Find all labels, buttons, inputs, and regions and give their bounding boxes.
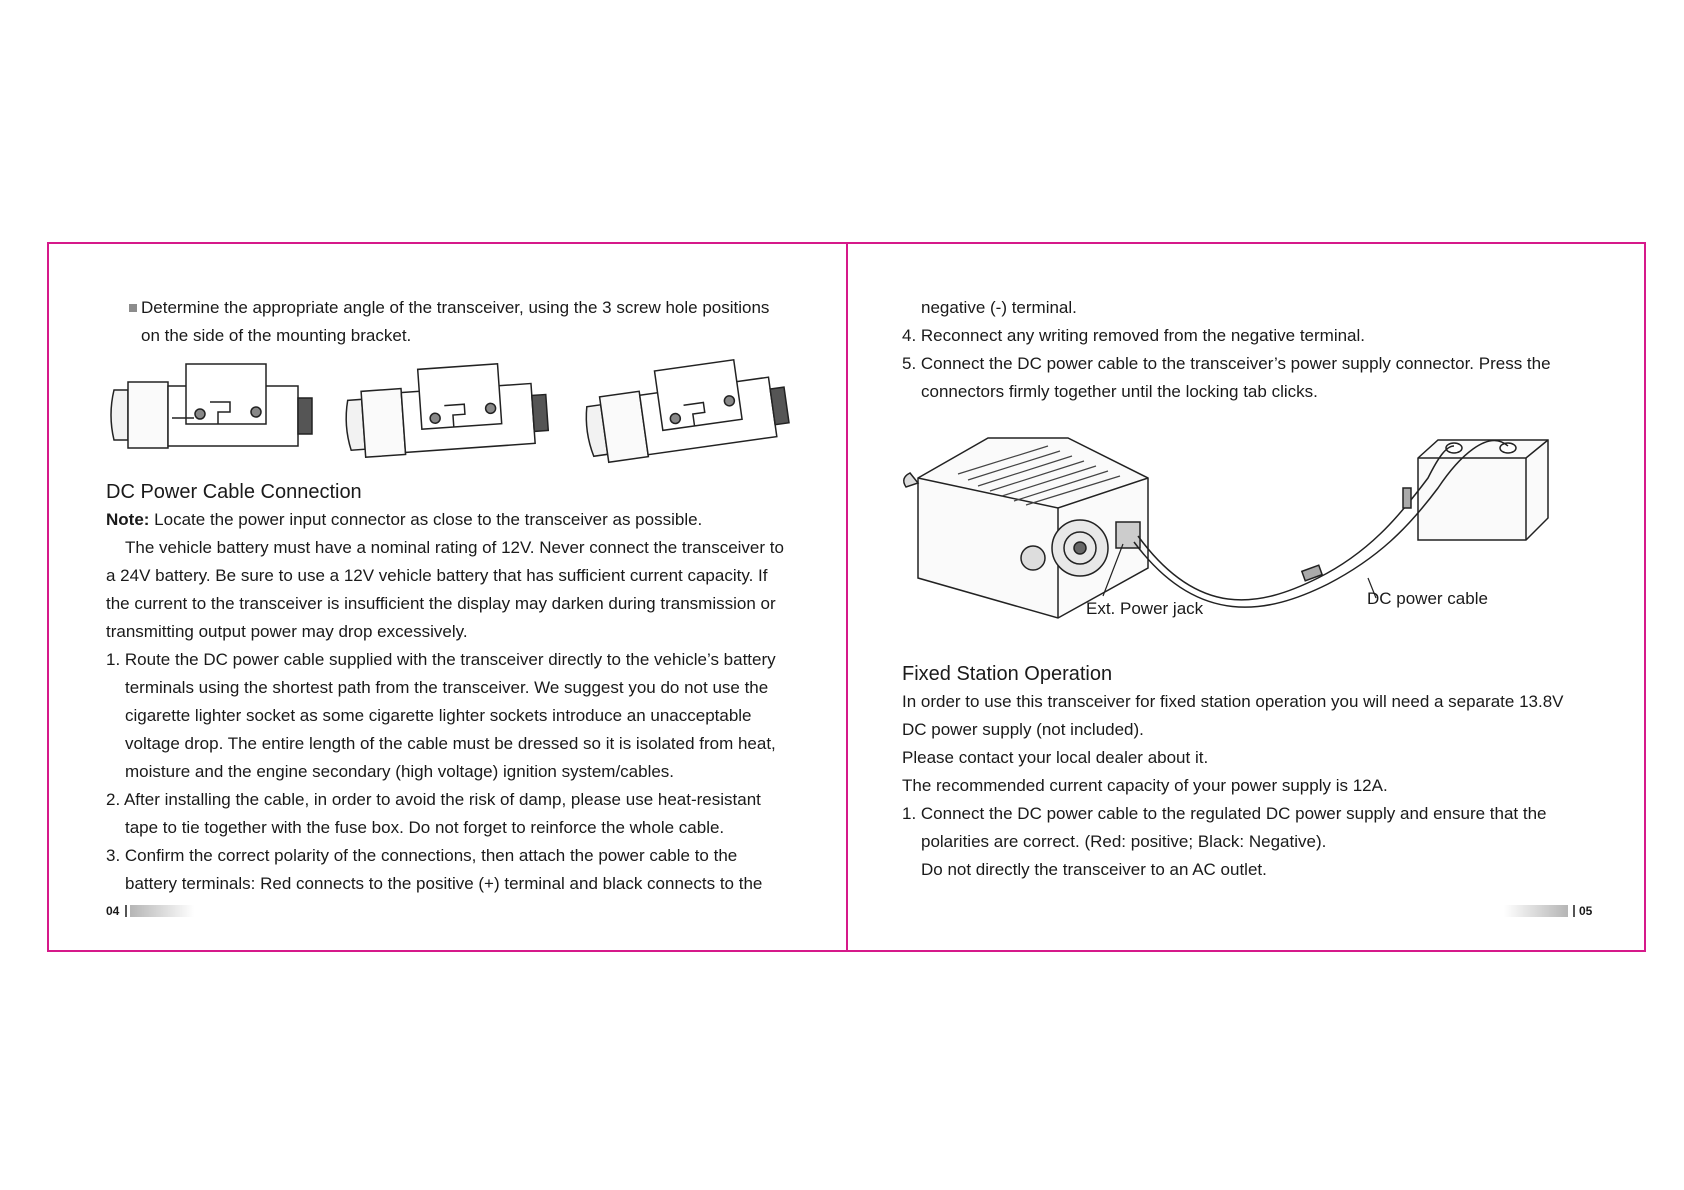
body-line: Do not directly the transceiver to an AC outlet. <box>921 860 1267 879</box>
dc-power-cable-label: DC power cable <box>1367 589 1488 608</box>
list-line: voltage drop. The entire length of the cable must be dressed so it is isolated from heat, <box>125 734 776 753</box>
body-line: Please contact your local dealer about it. <box>902 748 1209 767</box>
bracket-position-2-illustration <box>343 361 549 459</box>
paragraph-line: the current to the transceiver is insufficient the display may darken during transmission or <box>106 594 776 613</box>
note-label: Note: <box>106 510 150 529</box>
list-line: 5. Connect the DC power cable to the transceiver’s power supply connector. Press the <box>902 354 1551 373</box>
note-line <box>106 506 702 534</box>
list-line: tape to tie together with the fuse box. Do not forget to reinforce the whole cable. <box>125 818 725 837</box>
page-number-separator <box>125 905 127 917</box>
list-line: connectors firmly together until the locking tab clicks. <box>921 382 1318 401</box>
list-line: 4. Reconnect any writing removed from the negative terminal. <box>902 326 1366 345</box>
section-title-fixed-station: Fixed Station Operation <box>902 663 1113 685</box>
bracket-position-3-illustration <box>580 353 791 464</box>
body-line: DC power supply (not included). <box>902 720 1144 739</box>
paragraph-line: transmitting output power may drop excessively. <box>106 622 468 641</box>
right-page <box>848 244 1644 950</box>
square-bullet-icon <box>129 304 137 312</box>
left-page <box>49 244 846 950</box>
list-line: 3. Confirm the correct polarity of the connections, then attach the power cable to the <box>106 846 738 865</box>
transceiver-illustration <box>904 438 1148 618</box>
ext-power-jack-label: Ext. Power jack <box>1086 599 1204 618</box>
body-line: 1. Connect the DC power cable to the regulated DC power supply and ensure that the <box>902 804 1547 823</box>
list-line: cigarette lighter socket as some cigarette lighter sockets introduce an unacceptable <box>125 706 752 725</box>
page-number-separator <box>1573 905 1575 917</box>
battery-illustration <box>1418 440 1548 540</box>
page-number-right: 05 <box>1579 904 1593 918</box>
continuation-line: negative (-) terminal. <box>921 298 1077 317</box>
manual-spread <box>47 242 1646 952</box>
body-line: polarities are correct. (Red: positive; Black: Negative). <box>921 832 1327 851</box>
page-number-left: 04 <box>106 904 120 918</box>
list-line: moisture and the engine secondary (high voltage) ignition system/cables. <box>125 762 675 781</box>
list-line: terminals using the shortest path from the transceiver. We suggest you do not use the <box>125 678 769 697</box>
page-number-bar <box>130 905 194 917</box>
section-title-dc-power: DC Power Cable Connection <box>106 481 362 503</box>
dc-connection-illustration <box>898 418 1598 638</box>
list-line: 2. After installing the cable, in order to avoid the risk of damp, please use heat-resistant <box>106 790 761 809</box>
paragraph-line: The vehicle battery must have a nominal rating of 12V. Never connect the transceiver to <box>125 538 784 557</box>
bullet-text-line-1: Determine the appropriate angle of the transceiver, using the 3 screw hole positions <box>141 298 770 317</box>
note-text: Locate the power input connector as close to the transceiver as possible. <box>149 510 703 529</box>
paragraph-line: a 24V battery. Be sure to use a 12V vehicle battery that has sufficient current capacity. If <box>106 566 768 585</box>
list-line: 1. Route the DC power cable supplied with the transceiver directly to the vehicle’s battery <box>106 650 776 669</box>
page-number-bar <box>1504 905 1568 917</box>
body-line: In order to use this transceiver for fixed station operation you will need a separate 13.8V <box>902 692 1564 711</box>
bracket-position-1-illustration <box>111 364 312 448</box>
bullet-text-line-2: on the side of the mounting bracket. <box>141 326 412 345</box>
bracket-angle-illustrations <box>104 362 804 462</box>
list-line: battery terminals: Red connects to the positive (+) terminal and black connects to the <box>125 874 763 893</box>
body-line: The recommended current capacity of your power supply is 12A. <box>902 776 1388 795</box>
